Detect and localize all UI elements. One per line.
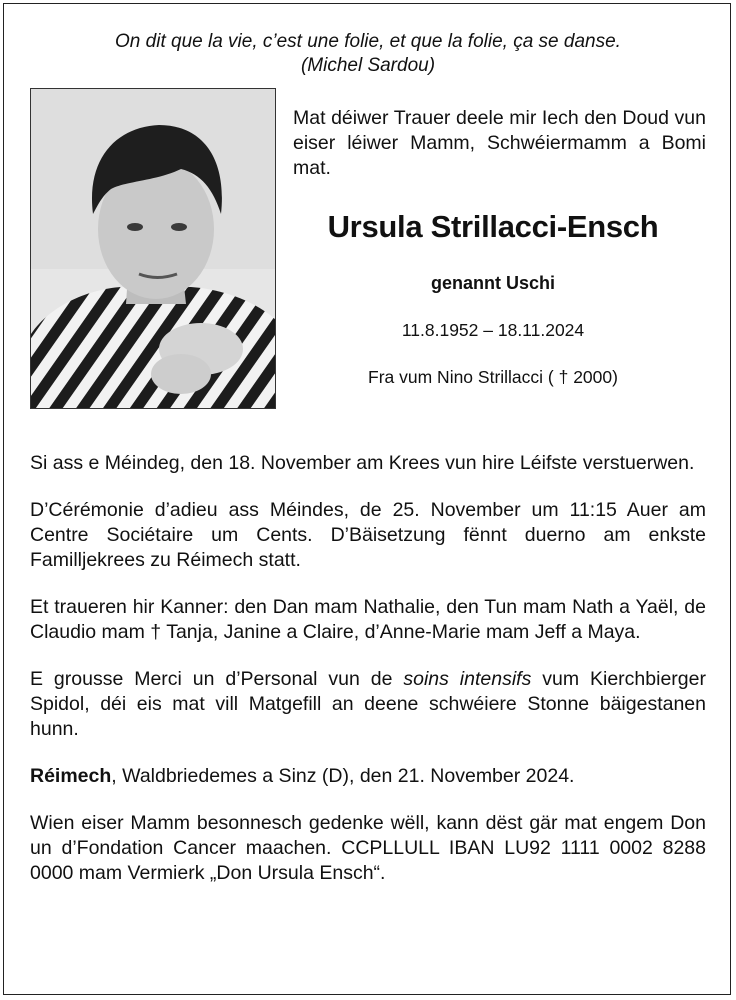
epigraph xyxy=(0,30,736,78)
thanks-end: vum Kierchbierger Spidol, déi eis mat vill Matgefill an deene schwéiere Stonne bäigestanen hunn. xyxy=(30,668,706,740)
notice-body xyxy=(30,451,706,908)
quote-text: On dit que la vie, c’est une folie, et que la folie, ça se danse. xyxy=(115,31,621,52)
paragraph-death: Si ass e Méindeg, den 18. November am Krees vun hire Léifste verstuerwen. xyxy=(30,452,695,474)
life-dates: 11.8.1952 – 18.11.2024 xyxy=(401,320,585,340)
deceased-nickname: genannt Uschi xyxy=(430,273,555,293)
paragraph-donation: Wien eiser Mamm besonnesch gedenke wëll, kann dëst gär mat engem Don un d’Fondation Cancer maachen. CCPLLULL IBAN LU92 1111 0002 8288 0000 mam Vermierk „Don Ursula Ensch“. xyxy=(30,812,706,884)
place-bold: Réimech xyxy=(30,765,112,787)
intro-text: Mat déiwer Trauer deele mir Iech den Doud vun eiser léiwer Mamm, Schwéiermamm a Bomi mat. xyxy=(293,107,706,179)
paragraph-ceremony: D’Cérémonie d’adieu ass Méindes, de 25. November um 11:15 Auer am Centre Sociétaire um Cents. D’Bäisetzung fënnt duerno am enkste Famillјekrees zu Réimech statt. xyxy=(30,499,706,571)
thanks-start: E grousse Merci un d’Personal vun de xyxy=(30,668,404,690)
spouse-line: Fra vum Nino Strillacci ( † 2000) xyxy=(368,367,618,387)
place-rest: , Waldbriedemes a Sinz (D), den 21. November 2024. xyxy=(111,765,575,787)
paragraph-place-date xyxy=(30,764,706,789)
paragraph-family: Et traueren hir Kanner: den Dan mam Nathalie, den Tun mam Nath a Yaël, de Claudio mam † Tanja, Janine a Claire, d’Anne-Marie mam Jeff a Maya. xyxy=(30,596,706,643)
thanks-italic: soins intensifs xyxy=(403,668,532,690)
portrait-photo xyxy=(30,88,276,409)
deceased-name: Ursula Strillacci-Ensch xyxy=(327,209,659,244)
paragraph-thanks xyxy=(30,667,706,742)
quote-author: (Michel Sardou) xyxy=(300,55,436,76)
